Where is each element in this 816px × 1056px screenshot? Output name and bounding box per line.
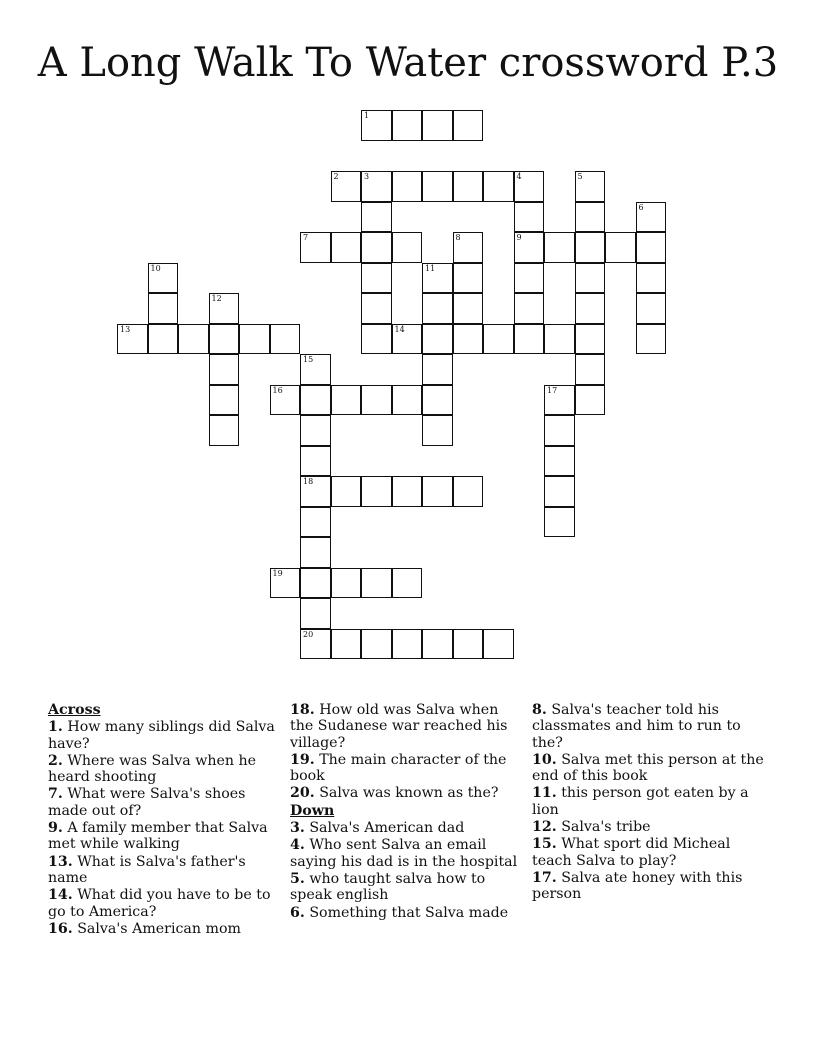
grid-cell[interactable] xyxy=(544,415,575,446)
clue-item xyxy=(290,702,522,751)
grid-cell[interactable] xyxy=(514,293,545,324)
grid-cell[interactable] xyxy=(331,385,362,416)
clue-text: What were Salva's shoes made out of? xyxy=(48,786,246,819)
clue-item xyxy=(48,786,280,819)
clue-text: Where was Salva when he heard shooting xyxy=(48,752,257,786)
grid-cell[interactable] xyxy=(300,507,331,538)
clue-text: What is Salva's father's name xyxy=(48,853,246,886)
grid-cell[interactable] xyxy=(331,232,362,263)
clue-column-3 xyxy=(532,702,764,904)
clue-column-1 xyxy=(48,702,280,938)
grid-cell[interactable] xyxy=(575,202,606,233)
clue-number: 16 xyxy=(272,385,283,395)
grid-cell[interactable] xyxy=(575,324,606,355)
grid-cell[interactable] xyxy=(605,232,636,263)
grid-cell[interactable] xyxy=(361,232,392,263)
grid-cell[interactable] xyxy=(544,324,575,355)
grid-cell[interactable] xyxy=(575,232,606,263)
grid-cell[interactable] xyxy=(300,232,331,263)
clue-number: 6 xyxy=(638,202,644,212)
clue-item xyxy=(290,785,522,801)
clue-item xyxy=(532,785,764,818)
grid-cell[interactable] xyxy=(361,324,392,355)
clue-text: this person got eaten by a lion xyxy=(532,785,749,818)
grid-cell[interactable] xyxy=(392,385,423,416)
grid-cell[interactable] xyxy=(148,293,179,324)
clue-number: 1 xyxy=(364,111,370,120)
grid-cell[interactable] xyxy=(361,202,392,233)
grid-cell[interactable] xyxy=(392,110,423,141)
clue-number: 10 xyxy=(150,263,161,273)
grid-cell[interactable] xyxy=(575,354,606,385)
grid-cell[interactable] xyxy=(422,385,453,416)
clue-text: who taught salva how to speak english xyxy=(290,870,486,904)
clue-item xyxy=(290,837,522,870)
clue-item xyxy=(48,719,280,752)
clue-number: 2 xyxy=(333,172,339,181)
grid-cell[interactable] xyxy=(453,629,484,660)
grid-cell[interactable] xyxy=(209,385,240,416)
grid-cell[interactable] xyxy=(453,110,484,141)
page-title: A Long Walk To Water crossword P.3 xyxy=(37,40,779,86)
grid-cell[interactable] xyxy=(300,354,331,385)
grid-cell[interactable] xyxy=(483,324,514,355)
grid-cell[interactable] xyxy=(514,202,545,233)
clue-number: 5 xyxy=(577,172,583,181)
clue-number: 11 xyxy=(425,263,436,273)
clue-number-label: 10. xyxy=(532,751,557,768)
clue-text: Salva met this person at the end of this book xyxy=(532,751,764,785)
clue-number: 15 xyxy=(303,355,314,364)
clue-item xyxy=(290,905,522,921)
grid-cell[interactable] xyxy=(514,263,545,294)
grid-cell[interactable] xyxy=(392,171,423,202)
clue-item xyxy=(48,921,280,937)
grid-cell[interactable] xyxy=(392,232,423,263)
across-heading: Across xyxy=(48,702,101,718)
grid-cell[interactable] xyxy=(636,263,667,294)
grid-cell[interactable] xyxy=(453,171,484,202)
clue-text: Who sent Salva an email saying his dad is in the hospital xyxy=(290,837,518,870)
grid-cell[interactable] xyxy=(392,476,423,507)
clue-text: Salva's American dad xyxy=(304,820,465,837)
grid-cell[interactable] xyxy=(300,476,331,507)
grid-cell[interactable] xyxy=(117,324,148,355)
clue-text: A family member that Salva met while walking xyxy=(48,820,268,853)
grid-cell[interactable] xyxy=(575,385,606,416)
grid-cell[interactable] xyxy=(148,263,179,294)
grid-cell[interactable] xyxy=(361,110,392,141)
clue-number-label: 12. xyxy=(532,819,557,836)
grid-cell[interactable] xyxy=(544,232,575,263)
clue-item xyxy=(48,820,280,853)
clue-number-label: 6. xyxy=(290,904,305,921)
clue-number: 7 xyxy=(303,233,309,242)
clue-number: 9 xyxy=(516,233,522,242)
grid-cell[interactable] xyxy=(331,629,362,660)
clue-number: 18 xyxy=(303,477,314,486)
grid-cell[interactable] xyxy=(361,476,392,507)
clue-number-label: 18. xyxy=(290,702,315,718)
clue-item xyxy=(290,752,522,785)
grid-cell[interactable] xyxy=(453,232,484,263)
clue-number-label: 8. xyxy=(532,702,547,718)
clue-number-label: 15. xyxy=(532,836,557,853)
grid-cell[interactable] xyxy=(544,476,575,507)
grid-cell[interactable] xyxy=(361,385,392,416)
grid-cell[interactable] xyxy=(422,629,453,660)
grid-cell[interactable] xyxy=(392,629,423,660)
grid-cell[interactable] xyxy=(331,171,362,202)
grid-cell[interactable] xyxy=(270,324,301,355)
clue-item xyxy=(532,836,764,869)
grid-cell[interactable] xyxy=(239,324,270,355)
grid-cell[interactable] xyxy=(453,476,484,507)
clue-number-label: 13. xyxy=(48,853,73,870)
grid-cell[interactable] xyxy=(636,232,667,263)
clue-item xyxy=(48,887,280,920)
grid-cell[interactable] xyxy=(514,324,545,355)
grid-cell[interactable] xyxy=(361,293,392,324)
grid-cell[interactable] xyxy=(453,324,484,355)
clue-item xyxy=(532,870,764,903)
clue-number: 3 xyxy=(364,172,370,181)
clue-column-2 xyxy=(290,702,522,922)
grid-cell[interactable] xyxy=(300,385,331,416)
clue-number-label: 14. xyxy=(48,887,73,904)
grid-cell[interactable] xyxy=(300,568,331,599)
clue-item xyxy=(290,871,522,904)
clue-number-label: 17. xyxy=(532,869,557,886)
grid-cell[interactable] xyxy=(422,476,453,507)
clue-text: How old was Salva when the Sudanese war reached his village? xyxy=(290,702,508,751)
grid-cell[interactable] xyxy=(544,385,575,416)
clue-number-label: 9. xyxy=(48,820,63,837)
grid-cell[interactable] xyxy=(544,446,575,477)
grid-cell[interactable] xyxy=(422,293,453,324)
grid-cell[interactable] xyxy=(422,324,453,355)
clue-number-label: 19. xyxy=(290,751,315,768)
grid-cell[interactable] xyxy=(300,629,331,660)
grid-cell[interactable] xyxy=(575,171,606,202)
clue-number-label: 4. xyxy=(290,837,305,854)
clue-number: 8 xyxy=(455,233,461,242)
grid-cell[interactable] xyxy=(148,324,179,355)
grid-cell[interactable] xyxy=(422,263,453,294)
clue-number-label: 2. xyxy=(48,752,63,769)
grid-cell[interactable] xyxy=(392,324,423,355)
grid-cell[interactable] xyxy=(453,293,484,324)
clue-item xyxy=(48,854,280,887)
grid-cell[interactable] xyxy=(422,110,453,141)
clue-text: What sport did Micheal teach Salva to play? xyxy=(532,836,731,869)
grid-cell[interactable] xyxy=(361,171,392,202)
clue-text: The main character of the book xyxy=(290,751,507,785)
grid-cell[interactable] xyxy=(300,537,331,568)
clue-number-label: 7. xyxy=(48,786,63,803)
down-heading: Down xyxy=(290,802,335,819)
grid-cell[interactable] xyxy=(331,568,362,599)
clue-number: 19 xyxy=(272,568,283,578)
clue-text: Salva's American mom xyxy=(72,920,241,937)
clue-text: Salva ate honey with this person xyxy=(532,869,743,903)
grid-cell[interactable] xyxy=(331,476,362,507)
grid-cell[interactable] xyxy=(270,385,301,416)
clue-number-label: 1. xyxy=(48,719,63,736)
clue-number: 20 xyxy=(303,629,314,639)
grid-cell[interactable] xyxy=(300,446,331,477)
grid-cell[interactable] xyxy=(514,232,545,263)
grid-cell[interactable] xyxy=(636,202,667,233)
clue-number: 14 xyxy=(394,324,405,334)
grid-cell[interactable] xyxy=(575,263,606,294)
clue-text: What did you have to be to go to America? xyxy=(48,887,271,920)
grid-cell[interactable] xyxy=(544,507,575,538)
clue-number-label: 16. xyxy=(48,920,73,937)
grid-cell[interactable] xyxy=(392,568,423,599)
clue-number-label: 5. xyxy=(290,870,305,887)
grid-cell[interactable] xyxy=(209,324,240,355)
clue-text: Salva was known as the? xyxy=(314,785,499,802)
grid-cell[interactable] xyxy=(270,568,301,599)
clue-number-label: 11. xyxy=(532,785,557,802)
grid-cell[interactable] xyxy=(514,171,545,202)
clue-item xyxy=(290,820,522,836)
clue-text: Something that Salva made xyxy=(304,904,509,921)
clue-text: How many siblings did Salva have? xyxy=(48,719,275,752)
clue-number-label: 20. xyxy=(290,785,315,802)
grid-cell[interactable] xyxy=(361,568,392,599)
clue-item xyxy=(532,702,764,751)
clue-number: 17 xyxy=(547,385,558,395)
grid-cell[interactable] xyxy=(361,263,392,294)
clue-number-label: 3. xyxy=(290,820,305,837)
grid-cell[interactable] xyxy=(178,324,209,355)
grid-cell[interactable] xyxy=(636,324,667,355)
clue-item xyxy=(532,752,764,785)
grid-cell[interactable] xyxy=(422,354,453,385)
grid-cell[interactable] xyxy=(209,415,240,446)
grid-cell[interactable] xyxy=(453,263,484,294)
grid-cell[interactable] xyxy=(636,293,667,324)
clue-number: 4 xyxy=(516,172,522,181)
grid-cell[interactable] xyxy=(300,598,331,629)
clue-item xyxy=(48,753,280,786)
clue-item xyxy=(532,819,764,835)
grid-cell[interactable] xyxy=(483,629,514,660)
grid-cell[interactable] xyxy=(300,415,331,446)
clue-number: 13 xyxy=(120,324,131,334)
clue-text: Salva's teacher told his classmates and him to run to the? xyxy=(532,702,741,751)
clue-number: 12 xyxy=(211,294,222,303)
grid-cell[interactable] xyxy=(483,171,514,202)
grid-cell[interactable] xyxy=(361,629,392,660)
grid-cell[interactable] xyxy=(209,354,240,385)
grid-cell[interactable] xyxy=(422,171,453,202)
clue-text: Salva's tribe xyxy=(556,819,651,836)
grid-cell[interactable] xyxy=(422,415,453,446)
grid-cell[interactable] xyxy=(575,293,606,324)
grid-cell[interactable] xyxy=(209,293,240,324)
